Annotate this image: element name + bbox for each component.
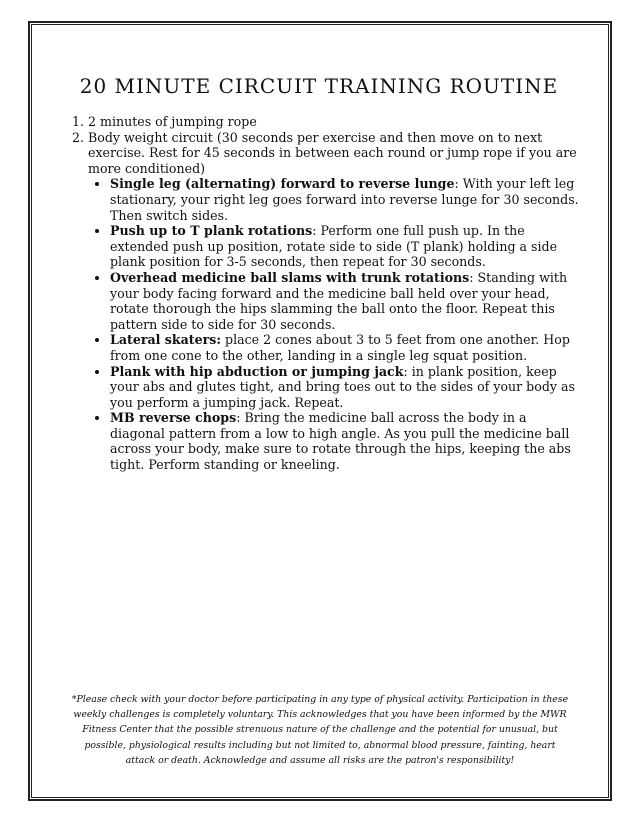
exercise-name: Overhead medicine ball slams with trunk rotations [110,269,470,285]
exercise-name: Lateral skaters: [110,332,221,348]
step-text: 2 minutes of jumping rope [88,114,257,129]
routine-content [60,114,580,473]
exercise-item [110,176,580,223]
exercise-item [110,410,580,472]
exercise-name: Plank with hip abduction or jumping jack [110,363,404,379]
exercise-description: in plank position, keep your abs and glutes tight, and bring toes out to the sides of your body as you perform a jumping jack. Repeat. [110,363,575,410]
exercise-description: Perform one full push up. In the extended push up position, rotate side to side (T plank) holding a side plank position for 3-5 seconds, then repeat for 30 seconds. [110,223,558,270]
exercise-item [110,364,580,411]
exercise-name: Push up to T plank rotations [110,223,313,239]
steps-list [60,114,580,473]
exercise-description: With your left leg stationary, your right leg goes forward into reverse lunge for 30 seconds. Then switch sides. [110,176,579,223]
exercise-item [110,332,580,363]
disclaimer-text: *Please check with your doctor before participating in any type of physical activity. Participation in these weekly challenges is completely voluntary. This acknowledges that you have been informed by the MWR Fitness Center that the possible strenuous nature of the challenge and the potential for unusual, but possible, physiological results including but not limited to, abnormal blood pressure, fainting, heart attack or death. Acknowledge and assume all risks are the patron's responsibility! [71,694,569,766]
page-title: 20 MINUTE CIRCUIT TRAINING ROUTINE [79,74,559,98]
exercise-item [110,270,580,332]
exercise-description: Standing with your body facing forward and the medicine ball held over your head, rotate thorough the hips slamming the ball onto the floor. Repeat this pattern side to side for 30 seconds. [110,269,568,332]
exercise-item [110,223,580,270]
step-text: Body weight circuit (30 seconds per exercise and then move on to next exercise. Rest for 45 seconds in between each round or jump rope if you are more conditioned) [88,129,577,176]
exercise-description: Bring the medicine ball across the body in a diagonal pattern from a low to high angle. As you pull the medicine ball across your body, make sure to rotate through the hips, keeping the abs tight. Perform standing or kneeling. [110,410,571,473]
exercise-separator: : [454,176,459,192]
step-body-weight-circuit [88,130,580,473]
exercise-separator: : [312,223,317,239]
step-jump-rope [88,114,580,130]
exercise-separator: : [236,410,241,426]
exercise-name: MB reverse chops [110,410,237,426]
exercise-list [88,176,580,472]
exercise-separator: : [469,269,474,285]
exercise-description: place 2 cones about 3 to 5 feet from one another. Hop from one cone to the other, landing in a single leg squat position. [110,332,570,363]
exercise-separator: : [403,363,408,379]
exercise-name: Single leg (alternating) forward to reverse lunge [110,176,455,192]
